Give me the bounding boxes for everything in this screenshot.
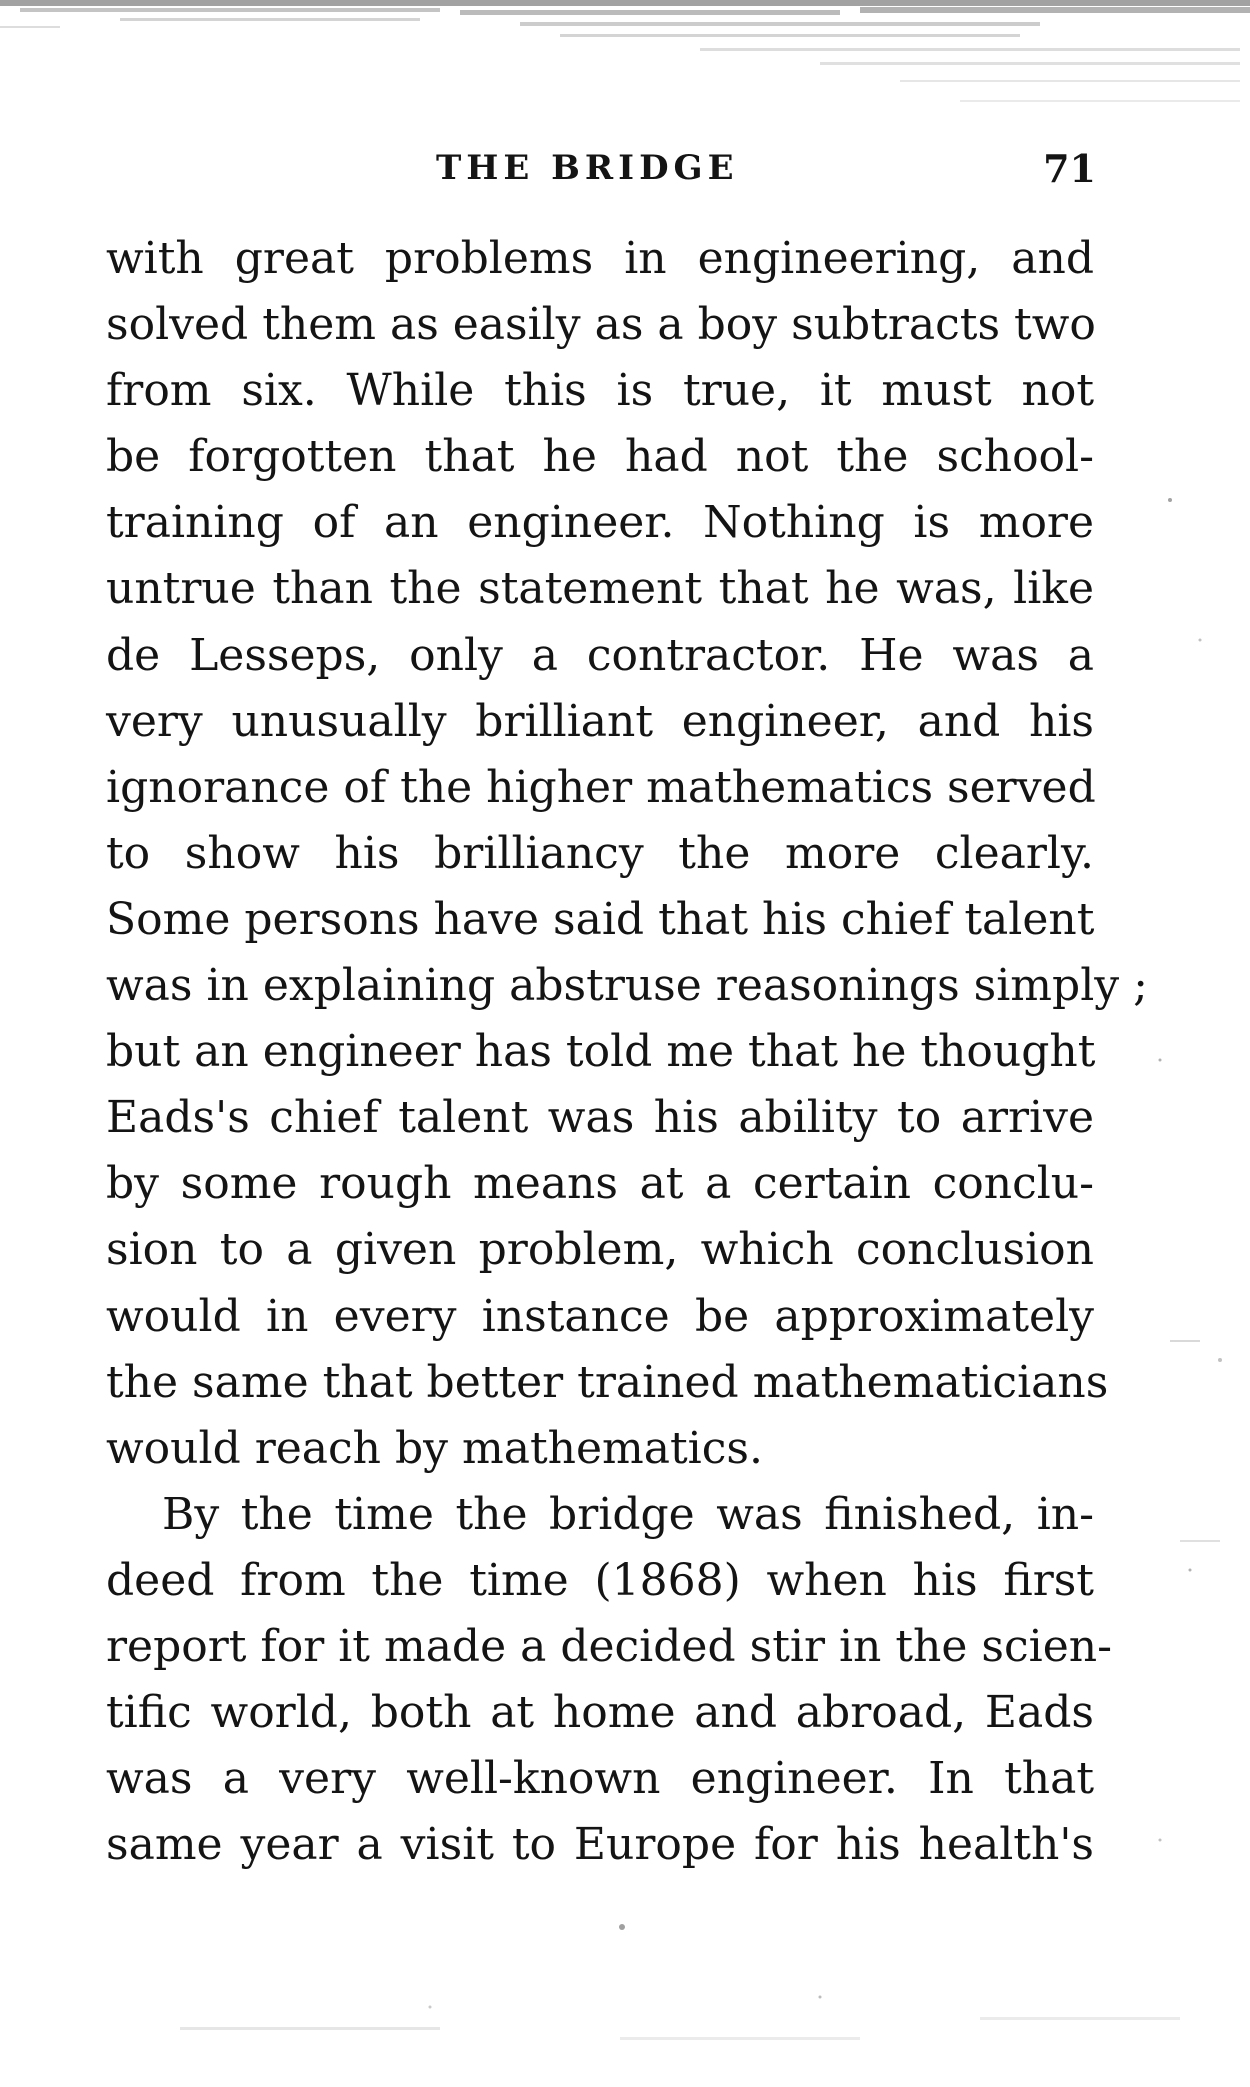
text-line-paragraph-end: would reach by mathematics. — [106, 1422, 763, 1474]
text-line: same year a visit to Europe for his health's — [106, 1819, 1094, 1871]
running-header — [106, 148, 1100, 198]
text-line: solved them as easily as a boy subtracts two — [106, 299, 1096, 351]
scan-noise-top — [0, 0, 1250, 150]
text-line: by some rough means at a certain conclu- — [106, 1158, 1094, 1210]
text-line: was in explaining abstruse reasonings simply ; — [106, 960, 1148, 1012]
text-line: de Lesseps, only a contractor. He was a — [106, 629, 1094, 681]
text-line: deed from the time (1868) when his first — [106, 1554, 1094, 1606]
text-line: very unusually brilliant engineer, and his — [106, 695, 1094, 747]
text-line: with great problems in engineering, and — [106, 233, 1094, 284]
text-line: to show his brilliancy the more clearly. — [106, 827, 1094, 879]
scan-noise-margin — [1130, 120, 1250, 2020]
text-line: was a very well-known engineer. In that — [106, 1753, 1094, 1805]
text-line: ignorance of the higher mathematics served — [106, 761, 1096, 813]
page-number: 71 — [1043, 146, 1096, 191]
text-line: be forgotten that he had not the school- — [106, 431, 1094, 483]
text-line-paragraph-start: By the time the bridge was finished, in- — [162, 1488, 1094, 1540]
text-line: the same that better trained mathematicians — [106, 1356, 1109, 1408]
text-line: report for it made a decided stir in the scien- — [106, 1620, 1112, 1672]
text-line: Eads's chief talent was his ability to arrive — [106, 1092, 1094, 1144]
text-line: but an engineer has told me that he thought — [106, 1026, 1096, 1078]
text-line: tific world, both at home and abroad, Eads — [106, 1687, 1094, 1739]
running-title: THE BRIDGE — [436, 148, 739, 188]
text-line: Some persons have said that his chief talent — [106, 893, 1095, 945]
scan-noise-bottom — [0, 1887, 1250, 2087]
text-line: untrue than the statement that he was, like — [106, 563, 1094, 615]
body-text — [106, 226, 1148, 1878]
text-line: would in every instance be approximately — [106, 1290, 1094, 1342]
text-line: sion to a given problem, which conclusion — [106, 1224, 1094, 1276]
text-line: training of an engineer. Nothing is more — [106, 497, 1094, 549]
text-line: from six. While this is true, it must not — [106, 365, 1094, 417]
